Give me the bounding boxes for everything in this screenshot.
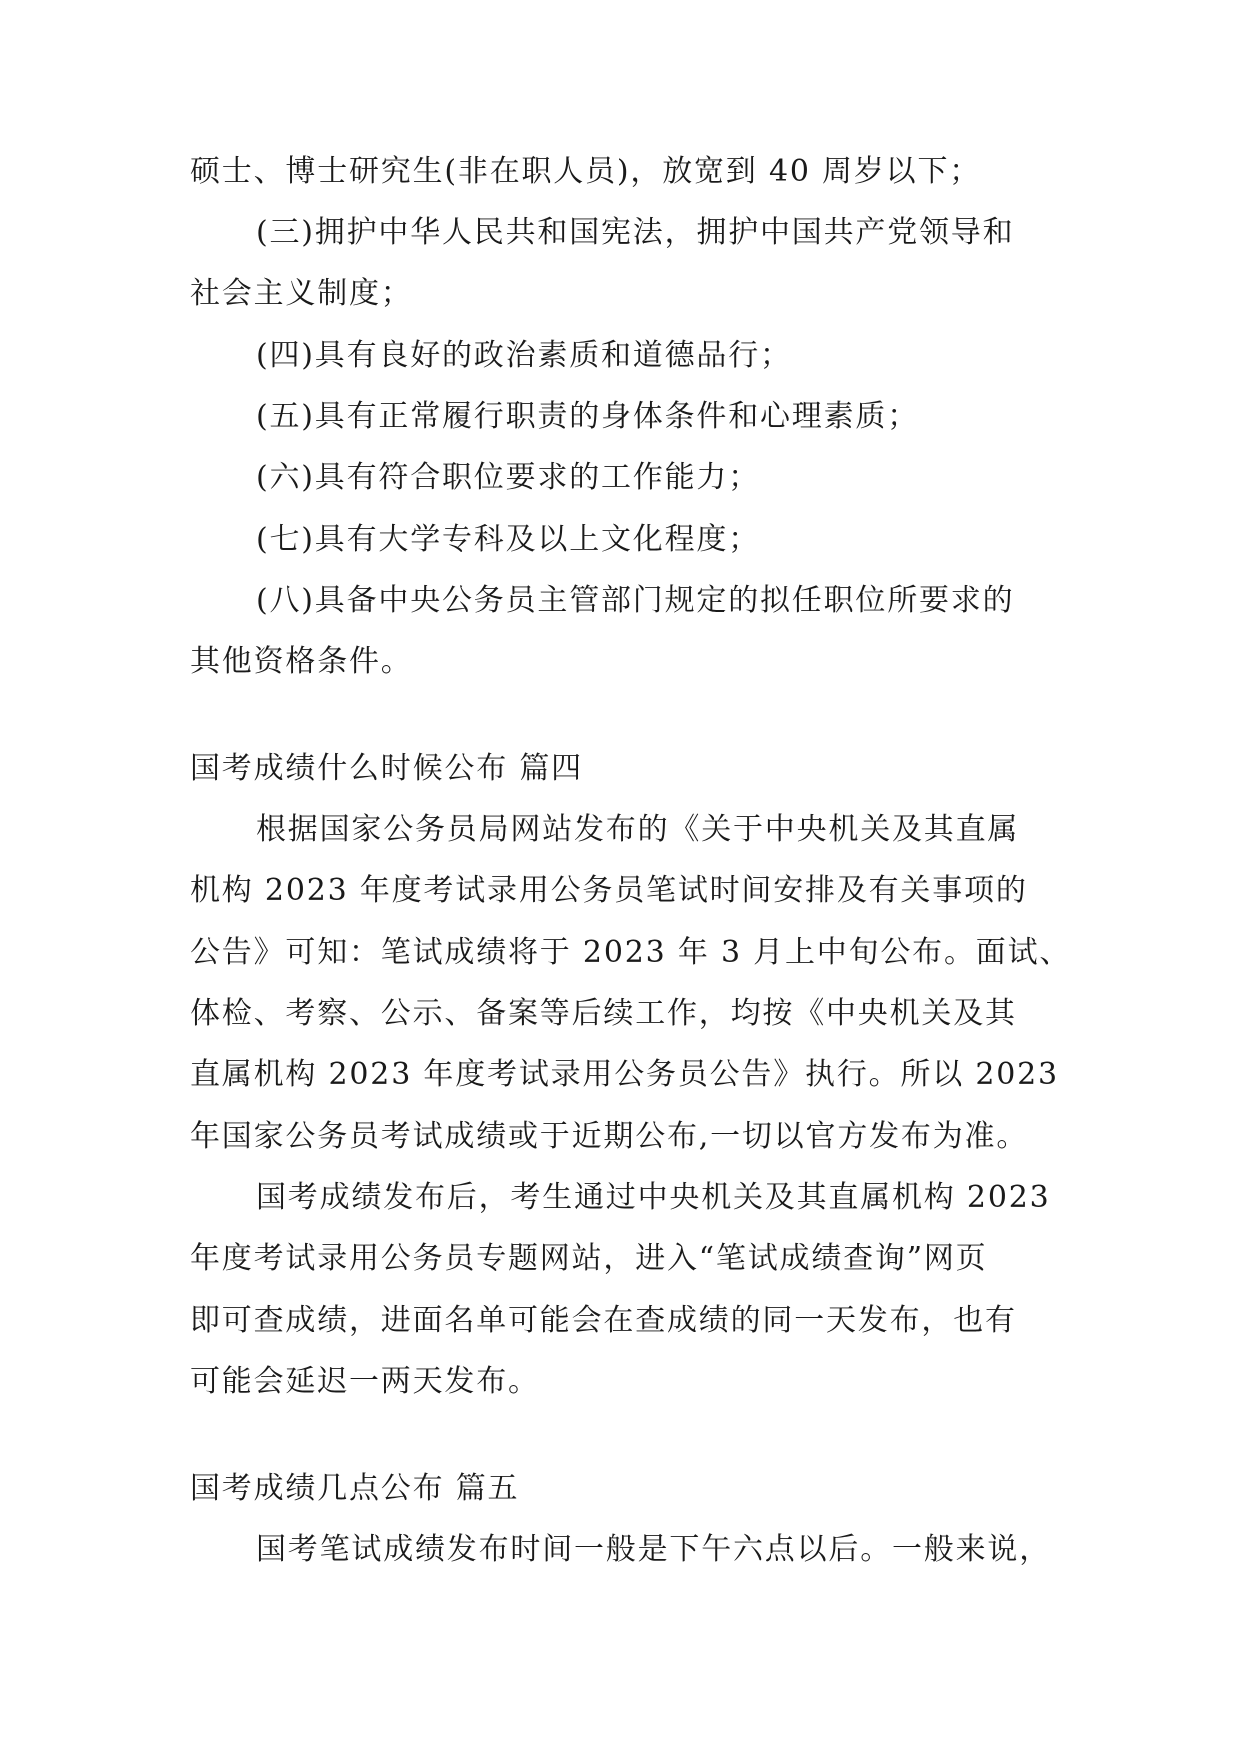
paragraph-line: (七)具有大学专科及以上文化程度； [256, 522, 761, 557]
paragraph-line: 年国家公务员考试成绩或于近期公布,一切以官方发布为准。 [190, 1119, 1029, 1154]
paragraph-line: 机构 2023 年度考试录用公务员笔试时间安排及有关事项的 [190, 873, 1028, 908]
paragraph-line: 年度考试录用公务员专题网站，进入“笔试成绩查询”网页 [190, 1241, 988, 1276]
paragraph-line: 国考成绩发布后，考生通过中央机关及其直属机构 2023 [256, 1180, 1051, 1215]
paragraph-line: 硕士、博士研究生(非在职人员)，放宽到 40 周岁以下； [190, 154, 982, 189]
paragraph-line: 即可查成绩，进面名单可能会在查成绩的同一天发布，也有 [190, 1303, 1017, 1338]
paragraph-line: (三)拥护中华人民共和国宪法，拥护中国共产党领导和 [256, 215, 1015, 250]
paragraph-line: (四)具有良好的政治素质和道德品行； [256, 338, 792, 373]
paragraph-line: 社会主义制度； [190, 276, 413, 311]
paragraph-line: 国考笔试成绩发布时间一般是下午六点以后。一般来说， [256, 1532, 1051, 1567]
paragraph-line: (五)具有正常履行职责的身体条件和心理素质； [256, 399, 920, 434]
paragraph-line: (六)具有符合职位要求的工作能力； [256, 460, 761, 495]
paragraph-line: 可能会延迟一两天发布。 [190, 1364, 540, 1399]
paragraph-line: 公告》可知：笔试成绩将于 2023 年 3 月上中旬公布。面试、 [190, 935, 1072, 970]
paragraph-line: 体检、考察、公示、备案等后续工作，均按《中央机关及其 [190, 996, 1017, 1031]
section-heading: 国考成绩几点公布 篇五 [190, 1471, 520, 1506]
paragraph-line: (八)具备中央公务员主管部门规定的拟任职位所要求的 [256, 583, 1015, 618]
paragraph-line: 根据国家公务员局网站发布的《关于中央机关及其直属 [256, 812, 1020, 847]
paragraph-line: 其他资格条件。 [190, 644, 413, 679]
paragraph-line: 直属机构 2023 年度考试录用公务员公告》执行。所以 2023 [190, 1057, 1059, 1092]
section-heading: 国考成绩什么时候公布 篇四 [190, 751, 583, 786]
